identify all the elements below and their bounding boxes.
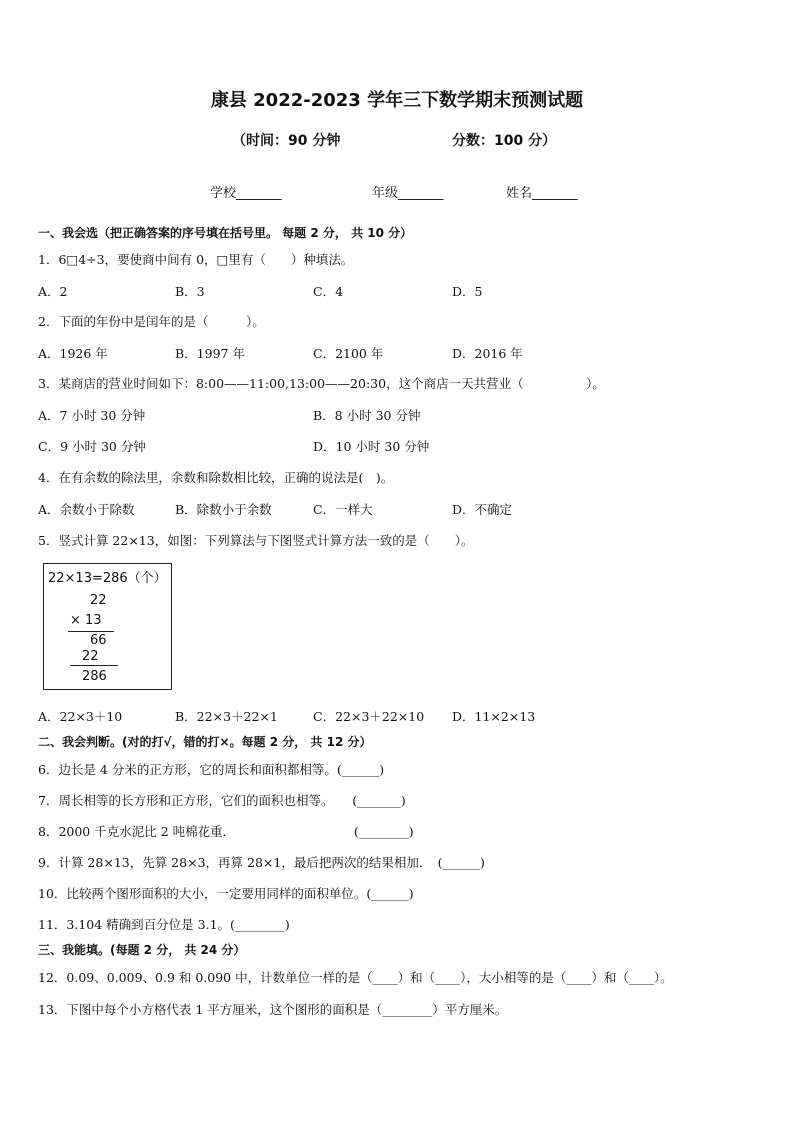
figure-partial-2: 22	[82, 649, 99, 664]
exam-time: （时间：90 分钟	[232, 133, 341, 149]
q5-option-d: D．11×2×13	[452, 709, 536, 724]
figure-multiplier: × 13	[70, 613, 102, 628]
exam-score: 分数：100 分）	[452, 133, 557, 149]
school-field: 学校_______	[210, 186, 282, 201]
q4-option-b: B．除数小于余数	[175, 502, 272, 517]
figure-product: 286	[82, 669, 107, 684]
question-2: 2．下面的年份中是闰年的是（ ）。	[38, 314, 265, 329]
q3-option-c: C．9 小时 30 分钟	[38, 439, 146, 454]
figure-rule-1	[68, 631, 114, 632]
q5-option-b: B．22×3＋22×1	[175, 709, 278, 724]
q2-option-b: B．1997 年	[175, 346, 245, 361]
q1-option-c: C．4	[313, 284, 344, 299]
q1-option-d: D．5	[452, 284, 483, 299]
vertical-multiplication-figure	[43, 563, 172, 690]
figure-equation: 22×13=286（个）	[48, 571, 167, 586]
figure-rule-2	[70, 665, 118, 666]
q2-option-d: D．2016 年	[452, 346, 523, 361]
question-8: 8．2000 千克水泥比 2 吨棉花重． (________)	[38, 824, 414, 839]
q4-option-c: C．一样大	[313, 502, 373, 517]
question-4: 4．在有余数的除法里，余数和除数相比较，正确的说法是( )。	[38, 470, 394, 485]
q3-option-d: D．10 小时 30 分钟	[313, 439, 430, 454]
section-3-heading: 三、我能填。(每题 2 分， 共 24 分）	[38, 943, 246, 957]
figure-partial-1: 66	[90, 633, 107, 648]
q1-option-a: A．2	[38, 284, 68, 299]
q4-option-d: D．不确定	[452, 502, 513, 517]
q2-option-a: A．1926 年	[38, 346, 108, 361]
question-11: 11．3.104 精确到百分位是 3.1。(________)	[38, 917, 290, 932]
section-2-heading: 二、我会判断。(对的打√，错的打×。每题 2 分， 共 12 分）	[38, 735, 372, 749]
question-13: 13．下图中每个小方格代表 1 平方厘米，这个图形的面积是（________）平方厘米。	[38, 1002, 508, 1017]
question-7: 7．周长相等的长方形和正方形，它们的面积也相等。 (_______)	[38, 793, 406, 808]
question-3: 3．某商店的营业时间如下：8:00——11:00,13:00——20:30，这个商店一天共营业（ ）。	[38, 376, 605, 391]
grade-field: 年级_______	[372, 186, 444, 201]
page-title: 康县 2022-2023 学年三下数学期末预测试题	[210, 90, 584, 111]
q5-option-a: A．22×3＋10	[38, 709, 123, 724]
q5-option-c: C．22×3＋22×10	[313, 709, 425, 724]
question-5: 5．竖式计算 22×13，如图：下列算法与下图竖式计算方法一致的是（ ）。	[38, 533, 474, 548]
q2-option-c: C．2100 年	[313, 346, 384, 361]
q1-option-b: B．3	[175, 284, 205, 299]
figure-multiplicand: 22	[90, 593, 107, 608]
question-9: 9．计算 28×13，先算 28×3，再算 28×1，最后把两次的结果相加． (______)	[38, 855, 485, 870]
section-1-heading: 一、我会选（把正确答案的序号填在括号里。 每题 2 分， 共 10 分）	[38, 226, 413, 240]
question-1: 1．6□4÷3，要使商中间有 0，□里有（ ）种填法。	[38, 252, 354, 267]
question-10: 10．比较两个图形面积的大小，一定要用同样的面积单位。(______)	[38, 886, 414, 901]
q4-option-a: A．余数小于除数	[38, 502, 135, 517]
q3-option-b: B．8 小时 30 分钟	[313, 408, 421, 423]
q3-option-a: A．7 小时 30 分钟	[38, 408, 146, 423]
question-6: 6．边长是 4 分米的正方形，它的周长和面积都相等。(______)	[38, 762, 385, 777]
question-12: 12．0.09、0.009、0.9 和 0.090 中，计数单位一样的是（____）和（____），大小相等的是（____）和（____）。	[38, 970, 673, 985]
name-field: 姓名_______	[506, 186, 578, 201]
